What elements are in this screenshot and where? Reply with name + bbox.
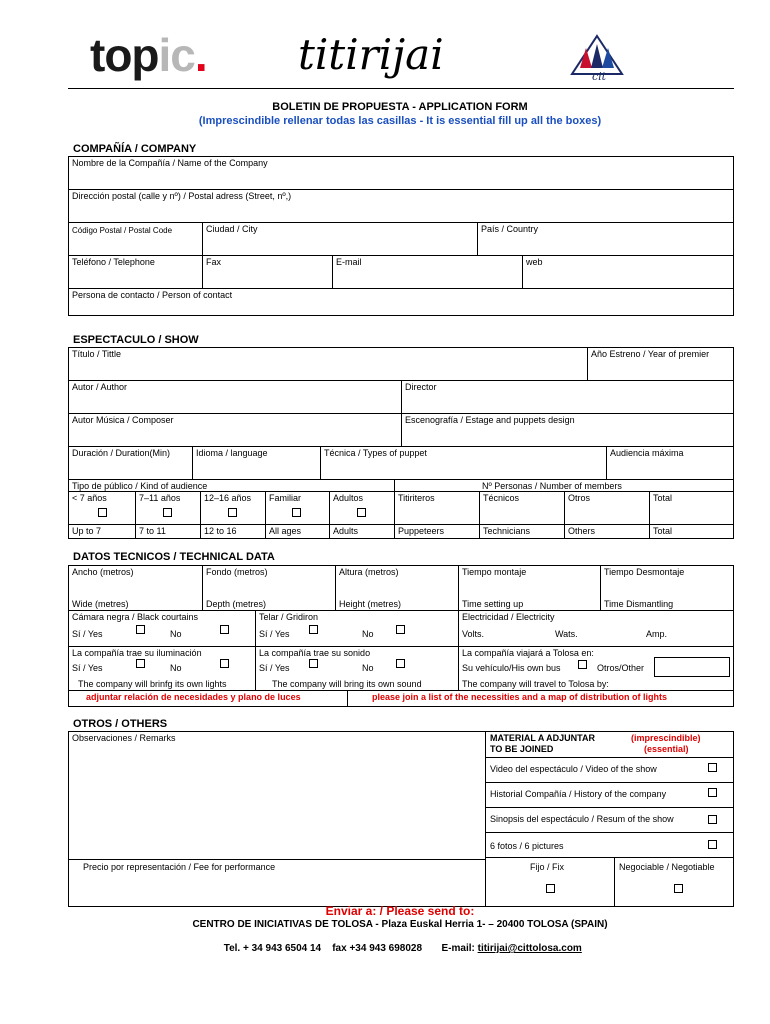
duration-field[interactable]: Duración / Duration(Min)	[72, 448, 171, 458]
others-heading: OTROS / OTHERS	[73, 718, 168, 730]
members-technicians-label: Técnicos	[483, 493, 520, 503]
depth-field[interactable]: Fondo (metros)	[206, 567, 268, 577]
age-12-16-checkbox[interactable]	[228, 508, 237, 517]
gridiron-no-label: No	[362, 629, 374, 639]
material-label: MATERIAL A ADJUNTAR	[490, 733, 595, 743]
negotiable-fee-label: Negociable / Negotiable	[619, 862, 715, 872]
members-others-en: Others	[568, 526, 596, 536]
history-label: Historial Compañía / History of the company	[490, 789, 667, 799]
email-field[interactable]: E-mail	[336, 257, 362, 267]
own-bus-checkbox[interactable]	[578, 660, 587, 669]
members-total-label: Total	[653, 493, 673, 503]
gridiron-yes-checkbox[interactable]	[309, 625, 318, 634]
form-title: BOLETIN DE PROPUESTA - APPLICATION FORM	[272, 101, 528, 113]
company-address-field[interactable]: Dirección postal (calle y nº) / Postal adress (Street, nº,)	[72, 191, 292, 201]
width-field[interactable]: Ancho (metros)	[72, 567, 134, 577]
fax-field[interactable]: Fax	[206, 257, 222, 267]
sound-yes-checkbox[interactable]	[309, 659, 318, 668]
age-adults-en: Adults	[333, 526, 359, 536]
age-family-label: Familiar	[269, 493, 302, 503]
logo-titirijai: titirijai	[298, 30, 444, 79]
city-field[interactable]: Ciudad / City	[206, 224, 258, 234]
members-others-label: Otros	[568, 493, 591, 503]
members-technicians-en: Technicians	[483, 526, 531, 536]
header-rule	[68, 88, 734, 89]
synopsis-checkbox[interactable]	[708, 815, 717, 824]
height-field[interactable]: Altura (metros)	[339, 567, 399, 577]
travel-en: The company will travel to Tolosa by:	[462, 679, 609, 689]
lights-no-label: No	[170, 663, 182, 673]
video-label: Video del espectáculo / Video of the show	[490, 764, 657, 774]
curtains-yes-checkbox[interactable]	[136, 625, 145, 634]
volts-field[interactable]: Volts.	[462, 629, 485, 639]
gridiron-yes-label: Sí / Yes	[259, 629, 290, 639]
svg-text:cit: cit	[592, 70, 607, 82]
logo-topic: topic.	[90, 29, 207, 81]
own-sound-label: La compañía trae su sonido	[259, 648, 371, 658]
photos-label: 6 fotos / 6 pictures	[490, 841, 564, 851]
age-family-en: All ages	[269, 526, 302, 536]
age-12-16-label: 12–16 años	[204, 493, 252, 503]
age-7-11-en: 7 to 11	[139, 526, 166, 536]
height-en: Height (metres)	[339, 599, 402, 609]
country-field[interactable]: País / Country	[481, 224, 539, 234]
curtains-yes-label: Sí / Yes	[72, 629, 103, 639]
show-title-field[interactable]: Título / Tittle	[72, 349, 122, 359]
own-bus-label: Su vehículo/His own bus	[462, 663, 561, 673]
lights-yes-checkbox[interactable]	[136, 659, 145, 668]
web-field[interactable]: web	[526, 257, 543, 267]
amp-field[interactable]: Amp.	[646, 629, 668, 639]
depth-en: Depth (metres)	[206, 599, 267, 609]
age-7-11-label: 7–11 años	[139, 493, 181, 503]
contact-field[interactable]: Persona de contacto / Person of contact	[72, 290, 233, 300]
remarks-label: Observaciones / Remarks	[72, 733, 176, 743]
company-name-field[interactable]: Nombre de la Compañía / Name of the Company	[72, 158, 268, 168]
age-family-checkbox[interactable]	[292, 508, 301, 517]
fixed-fee-checkbox[interactable]	[546, 884, 555, 893]
dismantle-time-field[interactable]: Tiempo Desmontaje	[604, 567, 685, 577]
audience-type-label: Tipo de público / Kind of audience	[72, 481, 208, 491]
fixed-fee-label: Fijo / Fix	[530, 862, 565, 872]
members-puppeteers-en: Puppeteers	[398, 526, 445, 536]
address-line: CENTRO DE INICIATIVAS DE TOLOSA - Plaza Euskal Herria 1- – 20400 TOLOSA (SPAIN)	[192, 919, 608, 930]
email-link[interactable]: titirijai@cittolosa.com	[477, 943, 582, 954]
other-transport-input[interactable]	[654, 657, 730, 677]
premier-year-field[interactable]: Año Estreno / Year of premier	[591, 349, 710, 359]
age-adults-label: Adultos	[333, 493, 364, 503]
setup-en: Time setting up	[462, 599, 524, 609]
sound-yes-label: Sí / Yes	[259, 663, 290, 673]
fee-label: Precio por representación / Fee for performance	[83, 862, 276, 872]
electricity-label: Electricidad / Electricity	[462, 612, 555, 622]
sound-no-label: No	[362, 663, 374, 673]
gridiron-no-checkbox[interactable]	[396, 625, 405, 634]
travel-label: La compañía viajará a Tolosa en:	[462, 648, 594, 658]
age-adults-checkbox[interactable]	[357, 508, 366, 517]
composer-field[interactable]: Autor Música / Composer	[72, 415, 174, 425]
form-subtitle: (Imprescindible rellenar todas las casillas - It is essential fill up all the boxes)	[198, 115, 602, 127]
tech-heading: DATOS TECNICOS / TECHNICAL DATA	[73, 551, 275, 563]
video-checkbox[interactable]	[708, 763, 717, 772]
lights-yes-label: Sí / Yes	[72, 663, 103, 673]
send-to-label: Enviar a: / Please send to:	[325, 904, 475, 918]
members-total-en: Total	[653, 526, 673, 536]
tobe-label: TO BE JOINED	[490, 744, 554, 754]
tel-fax: Tel. + 34 943 6504 14 fax +34 943 698028	[223, 943, 423, 954]
age-under7-en: Up to 7	[72, 526, 102, 536]
telephone-field[interactable]: Teléfono / Telephone	[72, 257, 155, 267]
age-under7-label: < 7 años	[72, 493, 107, 503]
history-checkbox[interactable]	[708, 788, 717, 797]
essential-en: (essential)	[644, 744, 689, 754]
attach-list-en: please join a list of the necessities and a map of distribution of lights	[372, 692, 668, 702]
lights-no-checkbox[interactable]	[220, 659, 229, 668]
setup-time-field[interactable]: Tiempo montaje	[462, 567, 527, 577]
sound-en: The company will bring its own sound	[272, 679, 422, 689]
black-curtains-label: Cámara negra / Black courtains	[72, 612, 199, 622]
members-label: Nº Personas / Number of members	[482, 481, 622, 491]
language-field[interactable]: Idioma / language	[196, 448, 268, 458]
contact-line	[0, 932, 770, 954]
wats-field[interactable]: Wats.	[555, 629, 578, 639]
width-en: Wide (metres)	[72, 599, 129, 609]
sound-no-checkbox[interactable]	[396, 659, 405, 668]
author-field[interactable]: Autor / Author	[72, 382, 128, 392]
own-lights-label: La compañía trae su iluminación	[72, 648, 202, 658]
photos-checkbox[interactable]	[708, 840, 717, 849]
negotiable-fee-checkbox[interactable]	[674, 884, 683, 893]
technique-field[interactable]: Técnica / Types of puppet	[324, 448, 427, 458]
essential-es: (imprescindible)	[631, 733, 701, 743]
other-transport-label: Otros/Other	[597, 663, 645, 673]
postal-code-field[interactable]: Código Postal / Postal Code	[72, 226, 173, 235]
show-heading: ESPECTACULO / SHOW	[73, 334, 199, 346]
company-heading: COMPAÑÍA / COMPANY	[73, 143, 197, 155]
members-puppeteers-label: Titiriteros	[398, 493, 435, 503]
attach-list-es: adjuntar relación de necesidades y plano de luces	[86, 692, 301, 702]
logo-cit	[566, 34, 628, 82]
curtains-no-checkbox[interactable]	[220, 625, 229, 634]
dismantle-en: Time Dismantling	[604, 599, 674, 609]
email-label: E-mail:	[441, 943, 478, 954]
director-field[interactable]: Director	[405, 382, 437, 392]
audience-max-field[interactable]: Audiencia máxima	[610, 448, 684, 458]
synopsis-label: Sinopsis del espectáculo / Resum of the show	[490, 814, 674, 824]
age-7-11-checkbox[interactable]	[163, 508, 172, 517]
curtains-no-label: No	[170, 629, 182, 639]
stage-design-field[interactable]: Escenografía / Estage and puppets design	[405, 415, 575, 425]
age-12-16-en: 12 to 16	[204, 526, 237, 536]
gridiron-label: Telar / Gridiron	[259, 612, 319, 622]
age-under7-checkbox[interactable]	[98, 508, 107, 517]
lights-en: The company will brinfg its own lights	[78, 679, 227, 689]
